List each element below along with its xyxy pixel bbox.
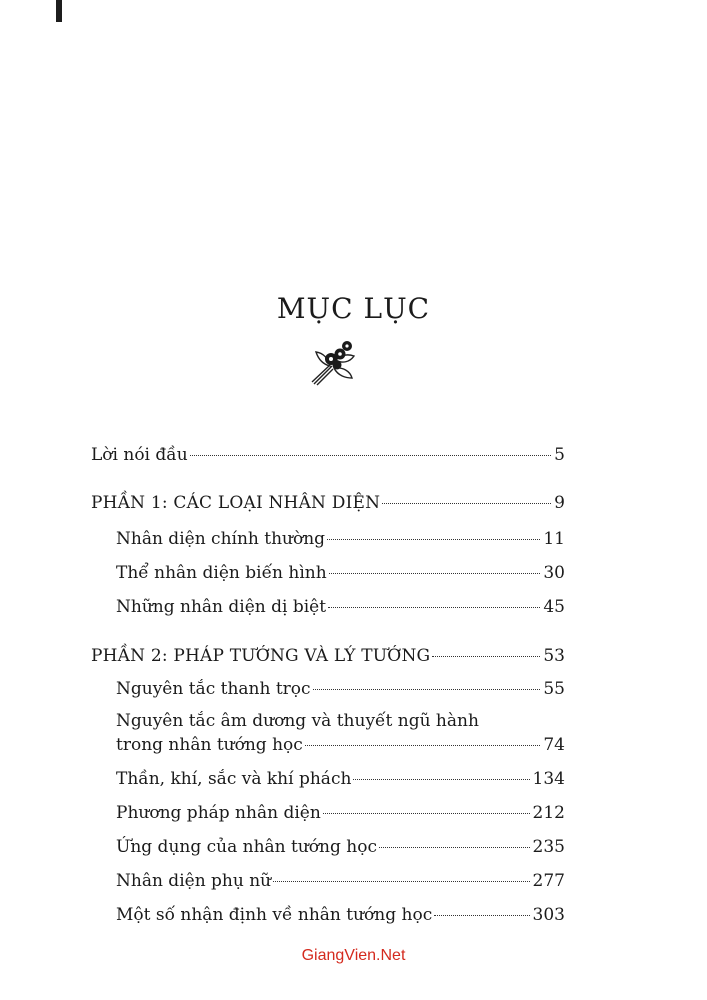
leader-dots xyxy=(323,813,530,814)
toc-entry[interactable]: Ứng dụng của nhân tướng học 235 xyxy=(116,837,565,857)
watermark-footer[interactable]: GiangVien.Net xyxy=(301,947,406,964)
leader-dots xyxy=(328,607,540,608)
toc-entry-part-1[interactable]: PHẦN 1: CÁC LOẠI NHÂN DIỆN 9 xyxy=(91,493,565,513)
leader-dots xyxy=(434,915,529,916)
leader-dots xyxy=(382,503,551,504)
leader-dots xyxy=(327,539,540,540)
toc-entry[interactable]: Những nhân diện dị biệt 45 xyxy=(116,597,565,617)
toc-entry-part-2[interactable]: PHẦN 2: PHÁP TƯỚNG VÀ LÝ TƯỚNG 53 xyxy=(91,646,565,666)
leader-dots xyxy=(353,779,529,780)
leader-dots xyxy=(273,881,529,882)
leader-dots xyxy=(305,745,541,746)
toc-entry[interactable]: Nhân diện phụ nữ 277 xyxy=(116,871,565,891)
toc-entry[interactable]: Nhân diện chính thường 11 xyxy=(116,529,565,549)
leader-dots xyxy=(313,689,541,690)
toc-entry[interactable]: Một số nhận định về nhân tướng học 303 xyxy=(116,905,565,925)
leader-dots xyxy=(190,455,552,456)
toc-entry[interactable]: Phương pháp nhân diện 212 xyxy=(116,803,565,823)
toc-entry[interactable]: trong nhân tướng học 74 xyxy=(116,735,565,755)
page-title: MỤC LỤC xyxy=(276,292,431,325)
leader-dots xyxy=(379,847,530,848)
leader-dots xyxy=(329,573,541,574)
toc-entry[interactable]: Thần, khí, sắc và khí phách 134 xyxy=(116,769,565,789)
toc-entry[interactable]: Nguyên tắc thanh trọc 55 xyxy=(116,679,565,699)
toc-entry[interactable]: Thể nhân diện biến hình 30 xyxy=(116,563,565,583)
leader-dots xyxy=(432,656,540,657)
toc-entry-line1[interactable]: Nguyên tắc âm dương và thuyết ngũ hành xyxy=(116,711,479,731)
toc-entry-foreword[interactable]: Lời nói đầu 5 xyxy=(91,445,565,465)
